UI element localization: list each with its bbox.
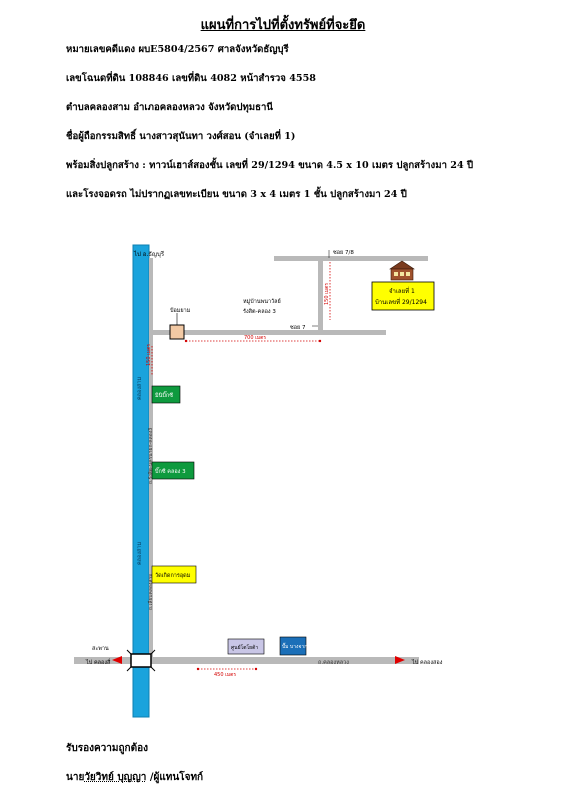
road-bottom [74,657,419,664]
label-road-lower: ถ.เลียบคลองสาม [148,573,154,610]
label-store2: บิ๊กซี คลอง 3 [155,469,186,475]
label-village-sub: รังสิต-คลอง 3 [243,309,276,315]
label-canal-lower: คลองสาม [137,541,143,565]
label-village: หมู่บ้านพนาวัลย์ [243,299,281,305]
garage-line: และโรงจอดรถ ไม่ปรากฏเลขทะเบียน ขนาด 3 x 4 เมตร 1 ชั้น ปลูกสร้างมา 24 ปี [66,189,407,200]
label-to-khlong-si: ไป คลองสี่ [86,660,111,666]
distance-main-guard: 150 เมตร [146,343,152,366]
signer-role: /ผู้แทนโจทก์ [146,772,204,783]
building-line: พร้อมสิ่งปลูกสร้าง : ทาวน์เฮาส์สองชั้น เลขที่ 29/1294 ขนาด 4.5 x 10 เมตร ปลูกสร้างมา 24 ปี [66,160,474,171]
label-bridge: สะพาน [92,646,109,652]
road-soi7 [150,330,386,335]
signer-prefix: นาย [66,772,85,783]
label-temple: วัดเกิดการอุดม [155,573,191,579]
distance-bottom: 450 เมตร [214,672,237,678]
label-road-khlong3: ถ.คลองหลวง [318,660,349,666]
bridge [131,654,151,667]
house-icon [390,261,414,280]
signer-name: วัยวิทย์ บุญญา [84,772,147,783]
label-guard-post: ป้อมยาม [170,308,191,314]
distance-guard-soi: 700 เมตร [244,335,267,341]
label-house-1: จำเลยที่ 1 [389,288,415,295]
owner-line: ชื่อผู้ถือกรรมสิทธิ์ นางสาวสุนันทา วงศ์สอน (จำเลยที่ 1) [66,131,296,142]
label-soi7: ซอย 7 [290,325,306,331]
guard-post-icon [170,325,184,339]
label-canal: คลองสาม [137,376,143,400]
signature-line [66,770,203,785]
distance-soi-house: 150 เมตร [324,282,330,305]
label-soi7-8: ซอย 7/8 [333,250,354,256]
certify-text: รับรองความถูกต้อง [66,743,148,754]
canal [133,245,149,717]
location-line: ตำบลคลองสาม อำเภอคลองหลวง จังหวัดปทุมธานี [66,102,273,113]
label-store1: มินิบิ๊กซี [155,393,173,399]
label-to-khlong-song: ไป คลองสอง [412,660,443,666]
label-road-rangsit: ถ.รังสิต-นครนายก-คลอง3 [148,427,154,484]
page-title: แผนที่การไปที่ตั้งทรัพย์ที่จะยึด [200,18,366,33]
label-bank2: ปั๊ม บางจาก [282,644,308,650]
road-soi7-8-vertical [318,258,323,335]
case-number-line: หมายเลขคดีแดง ผบE5804/2567 ศาลจังหวัดธัญบุรี [66,44,289,55]
label-to-thanyaburi: ไป อ.ธัญบุรี [134,251,165,258]
label-bank1: ศูนย์โตโยต้า [231,645,259,651]
label-house-2: บ้านเลขที่ 29/1294 [375,299,427,306]
deed-number-line: เลขโฉนดที่ดิน 108846 เลขที่ดิน 4082 หน้าสำรวจ 4558 [66,73,316,84]
road-soi7-8-horizontal [274,256,428,261]
